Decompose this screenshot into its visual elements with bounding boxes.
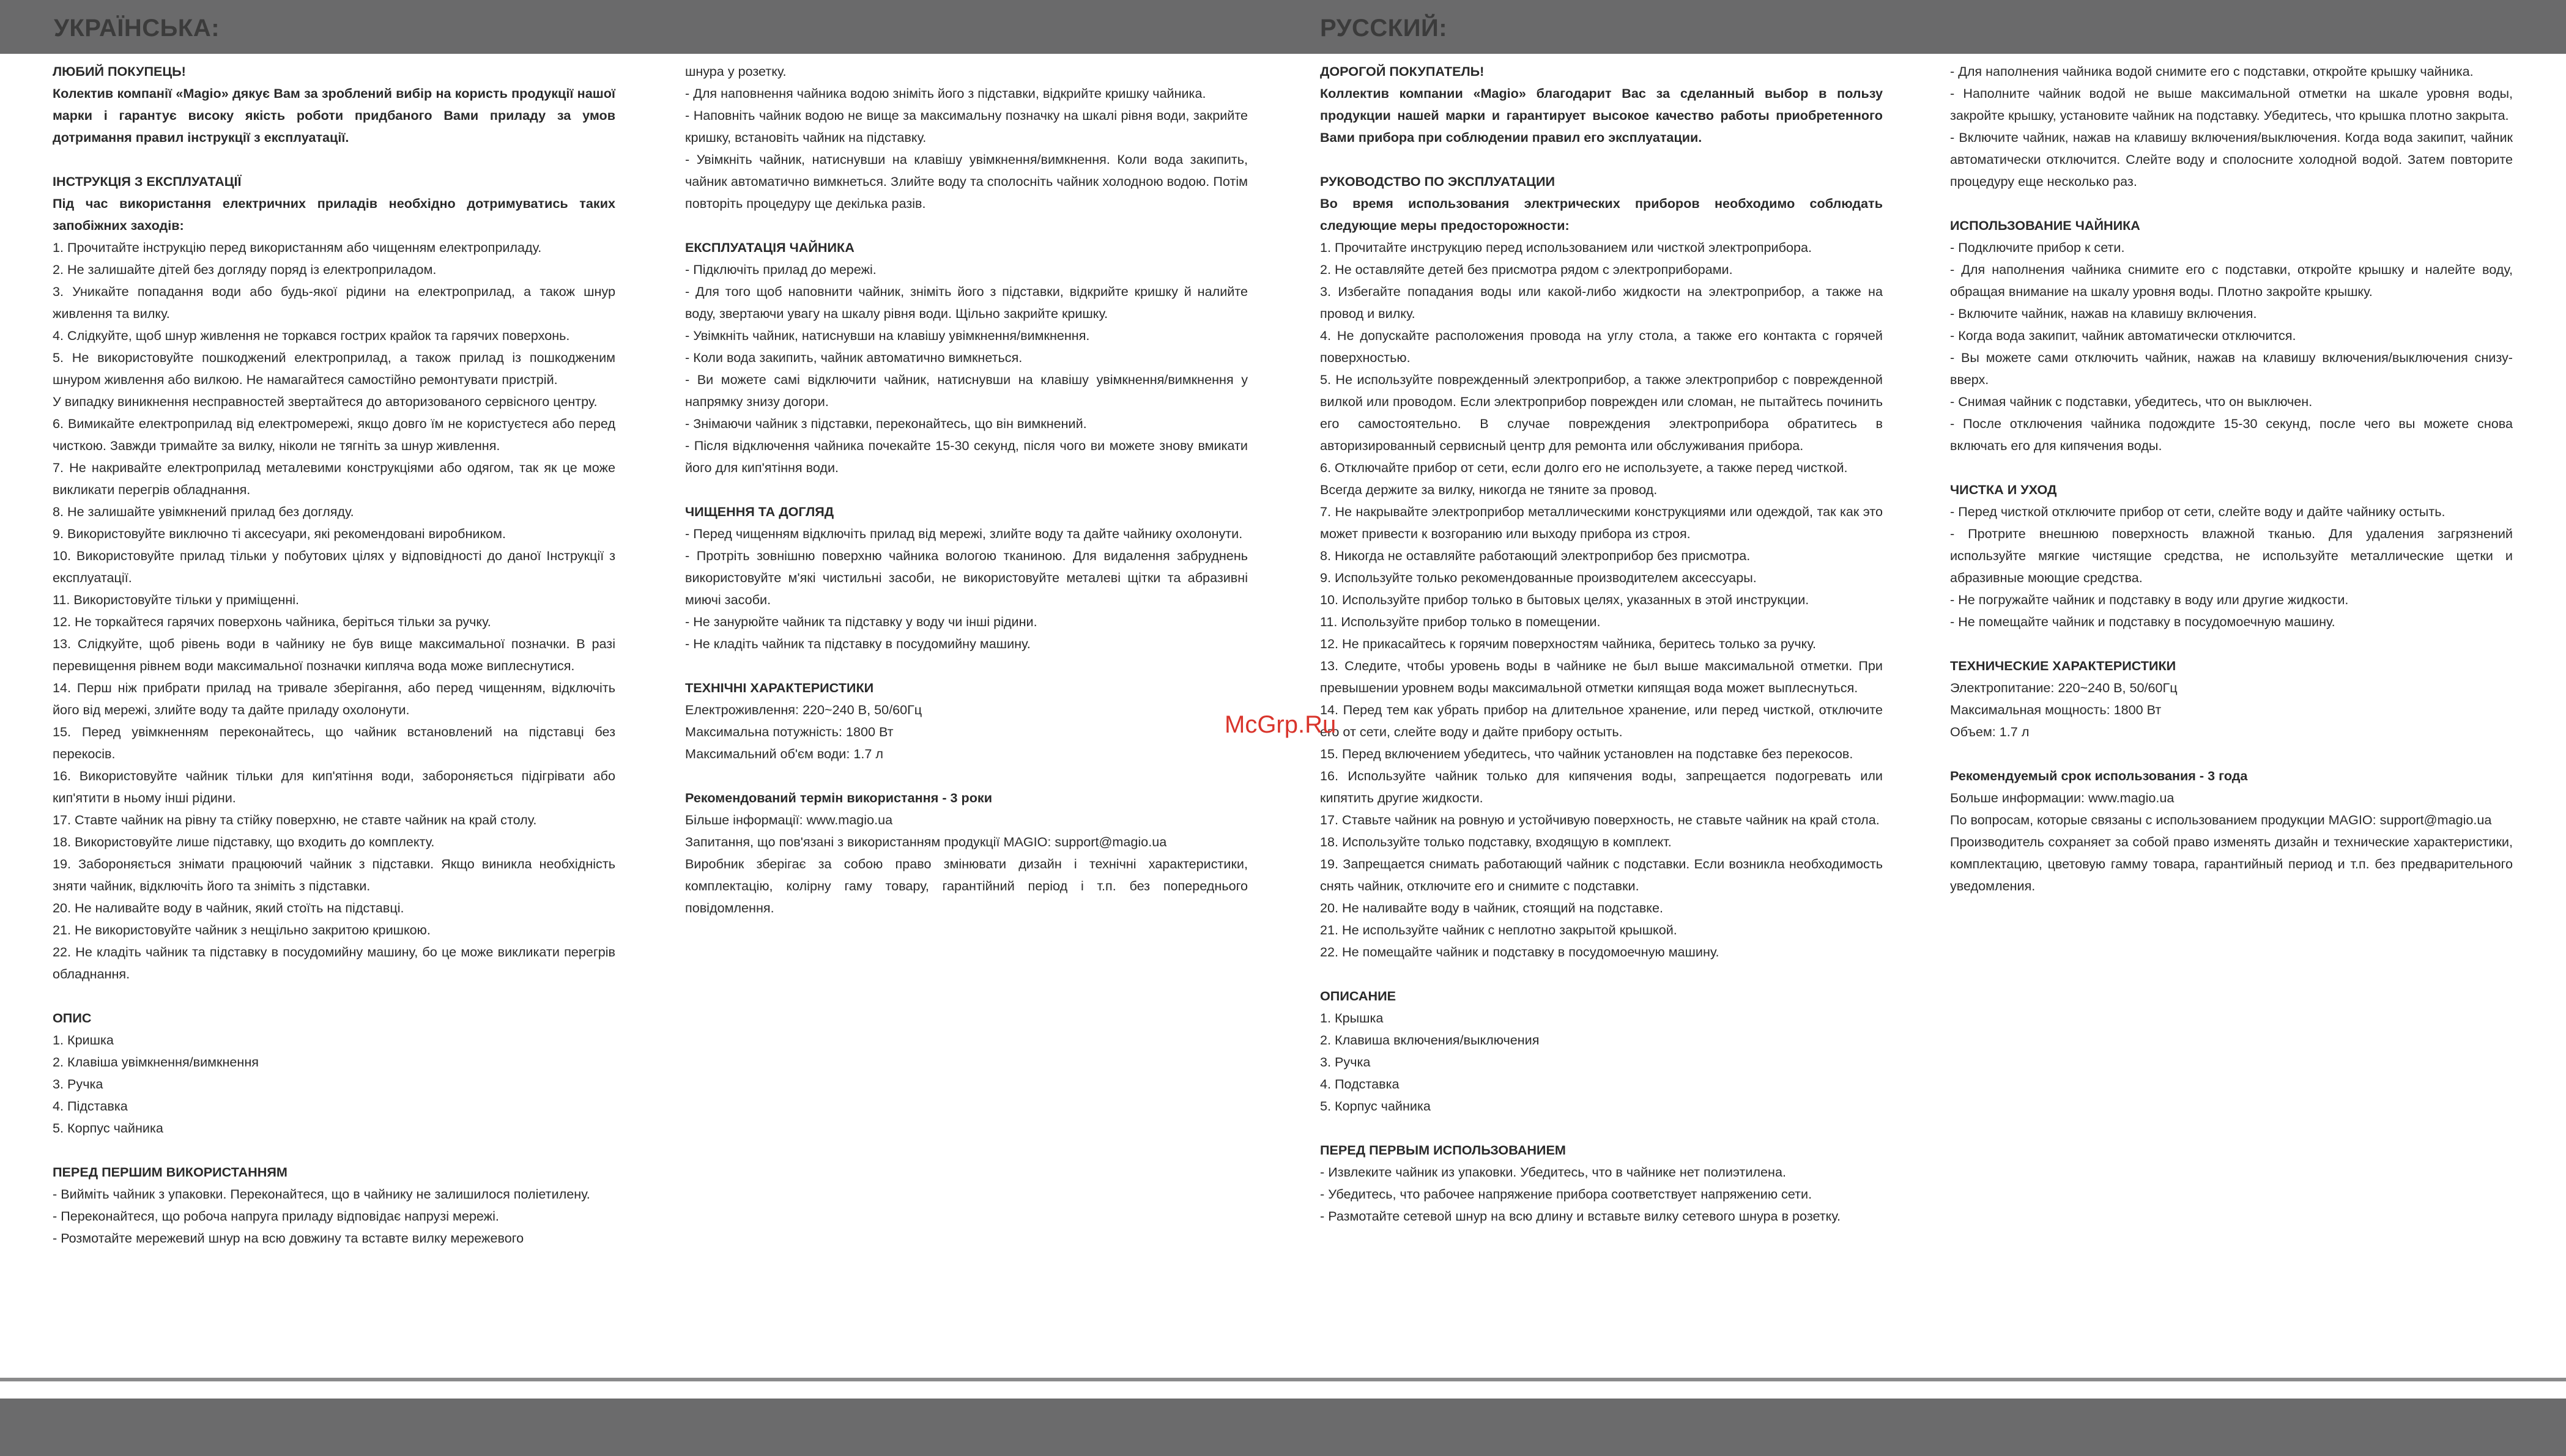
text-line: 3. Ручка	[1320, 1054, 1371, 1070]
text-line: Максимальний об'єм води: 1.7 л	[685, 746, 883, 761]
text-line: Больше информации: www.magio.ua	[1950, 790, 2175, 805]
bold-text-line: Під час використання електричних приладів необхідно дотримуватись таких запобіжних заходів:	[53, 196, 615, 233]
text-line: - Размотайте сетевой шнур на всю длину и вставьте вилку сетевого шнура в розетку.	[1320, 1208, 1841, 1224]
text-line: Запитання, що пов'язані з використанням продукції MAGIO: support@magio.ua	[685, 834, 1167, 849]
bold-text-line: ЧИЩЕННЯ ТА ДОГЛЯД	[685, 504, 834, 519]
text-line: 4. Підставка	[53, 1098, 128, 1114]
text-line: 1. Кришка	[53, 1032, 114, 1048]
bold-text-line: ПЕРЕД ПЕРШИМ ВИКОРИСТАННЯМ	[53, 1164, 287, 1180]
text-line: - Не кладіть чайник та підставку в посудомийну машину.	[685, 636, 1031, 651]
text-line: 11. Используйте прибор только в помещении.	[1320, 614, 1601, 629]
text-line: - Підключіть прилад до мережі.	[685, 262, 877, 277]
text-line: 13. Слідкуйте, щоб рівень води в чайнику не був вище максимальної позначки. В разі перевищення рівнем води максимальної позначки киплячa вода може виплеснутися.	[53, 636, 615, 673]
ukrainian-column-2	[685, 61, 1248, 919]
paragraph-gap	[1320, 963, 1883, 985]
text-line: 18. Використовуйте лише підставку, що входить до комплекту.	[53, 834, 435, 849]
text-line: 1. Прочитайте инструкцию перед использованием или чисткой электроприбора.	[1320, 240, 1812, 255]
paragraph-gap	[1950, 743, 2513, 765]
text-line: 5. Корпус чайника	[1320, 1098, 1431, 1114]
bold-text-line: ЛЮБИЙ ПОКУПЕЦЬ!	[53, 64, 186, 79]
text-line: - Убедитесь, что рабочее напряжение прибора соответствует напряжению сети.	[1320, 1186, 1812, 1202]
bold-text-line: Во время использования электрических приборов необходимо соблюдать следующие меры предосторожности:	[1320, 196, 1883, 233]
paragraph-gap	[1950, 457, 2513, 479]
text-line: Максимальная мощность: 1800 Вт	[1950, 702, 2162, 717]
text-line: У випадку виникнення несправностей звертайтеся до авторизованого сервісного центру.	[53, 394, 598, 409]
bold-text-line: Колектив компанії «Magio» дякує Вам за зроблений вибір на користь продукції нашої марки і гарантує високу якість роботи придбаного Вами приладу за умов дотримання правил інструкції з експлуатації.	[53, 86, 615, 145]
text-line: 11. Використовуйте тільки у приміщенні.	[53, 592, 300, 607]
top-banner	[0, 0, 2566, 54]
text-line: - Не помещайте чайник и подставку в посудомоечную машину.	[1950, 614, 2335, 629]
text-line: 12. Не прикасайтесь к горячим поверхностям чайника, беритесь только за ручку.	[1320, 636, 1816, 651]
text-line: 22. Не кладіть чайник та підставку в посудомийну машину, бо це може викликати перегрів обладнання.	[53, 944, 615, 981]
ukrainian-column-1	[53, 61, 615, 1249]
russian-column-2	[1950, 61, 2513, 897]
text-line: 2. Клавіша увімкнення/вимкнення	[53, 1054, 259, 1070]
paragraph-gap	[1320, 149, 1883, 171]
site-watermark: McGrp.Ru	[1225, 711, 1337, 738]
text-line: - Вы можете сами отключить чайник, нажав на клавишу включения/выключения снизу-вверх.	[1950, 350, 2513, 387]
paragraph-gap	[685, 765, 1248, 787]
bold-text-line: ТЕХНИЧЕСКИЕ ХАРАКТЕРИСТИКИ	[1950, 658, 2176, 673]
text-line: - Для наполнения чайника снимите его с подставки, откройте крышку и налейте воду, обращая внимание на шкалу уровня воды. Плотно закройте крышку.	[1950, 262, 2513, 299]
text-line: 12. Не торкайтеся гарячих поверхонь чайника, беріться тільки за ручку.	[53, 614, 491, 629]
bold-text-line: ЧИСТКА И УХОД	[1950, 482, 2057, 497]
text-line: - Знімаючи чайник з підставки, переконайтесь, що він вимкнений.	[685, 416, 1087, 431]
bold-text-line: ОПИСАНИЕ	[1320, 988, 1396, 1003]
text-line: Объем: 1.7 л	[1950, 724, 2030, 739]
text-line: 3. Уникайте попадання води або будь-якої рідини на електроприлад, а також шнур живлення та вилку.	[53, 284, 615, 321]
russian-column-1	[1320, 61, 1883, 1227]
text-line: - Для того щоб наповнити чайник, зніміть його з підставки, відкрийте кришку й налийте воду, звертаючи увагу на шкалу рівня води. Щільно закрийте кришку.	[685, 284, 1248, 321]
text-line: 4. Не допускайте расположения провода на углу стола, а также его контакта с горячей поверхностью.	[1320, 328, 1883, 365]
section-title-ukrainian: УКРАЇНСЬКА:	[54, 15, 220, 42]
paragraph-gap	[53, 149, 615, 171]
text-line: Виробник зберігає за собою право змінювати дизайн і технічні характеристики, комплектацію, колірну гаму товару, гарантійний період і т.п. без попереднього повідомлення.	[685, 856, 1248, 915]
text-line: 21. Не використовуйте чайник з нещільно закритою кришкою.	[53, 922, 431, 937]
text-line: - Включите чайник, нажав на клавишу включения/выключения. Когда вода закипит, чайник автоматически отключится. Слейте воду и сполосните холодной водой. Затем повторите процедуру еще несколько раз.	[1950, 130, 2513, 189]
text-line: Електроживлення: 220~240 В, 50/60Гц	[685, 702, 922, 717]
text-line: - Подключите прибор к сети.	[1950, 240, 2125, 255]
text-line: - Коли вода закипить, чайник автоматично вимкнеться.	[685, 350, 1023, 365]
text-line: - Протрите внешнюю поверхность влажной тканью. Для удаления загрязнений используйте мягкие чистящие средства, не используйте металлические щетки и абразивные моющие средства.	[1950, 526, 2513, 585]
text-line: 2. Клавиша включения/выключения	[1320, 1032, 1540, 1048]
bottom-divider	[0, 1378, 2566, 1381]
text-line: 9. Используйте только рекомендованные производителем аксессуары.	[1320, 570, 1757, 585]
bold-text-line: Рекомендований термін використання - 3 роки	[685, 790, 992, 805]
text-line: - Для наполнения чайника водой снимите его с подставки, откройте крышку чайника.	[1950, 64, 2474, 79]
text-line: 5. Корпус чайника	[53, 1120, 163, 1136]
text-line: 18. Используйте только подставку, входящую в комплект.	[1320, 834, 1672, 849]
paragraph-gap	[1950, 193, 2513, 215]
text-line: 3. Ручка	[53, 1076, 103, 1092]
paragraph-gap	[1320, 1117, 1883, 1139]
text-line: - Протріть зовнішню поверхню чайника вологою тканиною. Для видалення забруднень використовуйте м'які чистильні засоби, не використовуйте металеві щітки та абразивні миючі засоби.	[685, 548, 1248, 607]
paragraph-gap	[685, 479, 1248, 501]
text-line: шнура у розетку.	[685, 64, 787, 79]
text-line: 13. Следите, чтобы уровень воды в чайнике не был выше максимальной отметки. При превышении уровнем воды максимальной отметки кипящая вода может выплеснуться.	[1320, 658, 1883, 695]
text-line: 10. Використовуйте прилад тільки у побутових цілях у відповідності до даної Інструкції з експлуатації.	[53, 548, 615, 585]
bold-text-line: ЕКСПЛУАТАЦІЯ ЧАЙНИКА	[685, 240, 855, 255]
paragraph-gap	[53, 985, 615, 1007]
text-line: 20. Не наливайте воду в чайник, стоящий на подставке.	[1320, 900, 1663, 915]
text-line: 8. Никогда не оставляйте работающий электроприбор без присмотра.	[1320, 548, 1751, 563]
text-line: - Переконайтеся, що робоча напруга приладу відповідає напрузі мережі.	[53, 1208, 499, 1224]
text-line: - Для наповнення чайника водою зніміть його з підставки, відкрийте кришку чайника.	[685, 86, 1206, 101]
text-line: 19. Забороняється знімати працюючий чайник з підставки. Якщо виникла необхідність зняти чайник, відключіть його та зніміть з підставки.	[53, 856, 615, 893]
bold-text-line: Рекомендуемый срок использования - 3 года	[1950, 768, 2248, 783]
text-line: 2. Не оставляйте детей без присмотра рядом с электроприборами.	[1320, 262, 1733, 277]
paragraph-gap	[685, 655, 1248, 677]
text-line: - Наполните чайник водой не выше максимальной отметки на шкале уровня воды, закройте крышку, установите чайник на подставку. Убедитесь, что крышка плотно закрыта.	[1950, 86, 2513, 123]
text-line: 3. Избегайте попадания воды или какой-либо жидкости на электроприбор, а также на провод и вилку.	[1320, 284, 1883, 321]
text-line: 4. Слідкуйте, щоб шнур живлення не торкався гострих крайок та гарячих поверхонь.	[53, 328, 570, 343]
text-line: - Наповніть чайник водою не вище за максимальну позначку на шкалі рівня води, закрийте кришку, встановіть чайник на підставку.	[685, 108, 1248, 145]
text-line: 1. Прочитайте інструкцію перед використанням або чищенням електроприладу.	[53, 240, 542, 255]
text-line: 9. Використовуйте виключно ті аксесуари, які рекомендовані виробником.	[53, 526, 506, 541]
text-line: Більше інформації: www.magio.ua	[685, 812, 893, 827]
bold-text-line: ДОРОГОЙ ПОКУПАТЕЛЬ!	[1320, 64, 1485, 79]
text-line: - Ви можете самі відключити чайник, натиснувши на клавішу увімкнення/вимкнення у напрямку знизу догори.	[685, 372, 1248, 409]
text-line: 10. Используйте прибор только в бытовых целях, указанных в этой инструкции.	[1320, 592, 1809, 607]
text-line: 7. Не накривайте електроприлад металевими конструкціями або одягом, так як це може викликати перегрів обладнання.	[53, 460, 615, 497]
text-line: 15. Перед включением убедитесь, что чайник установлен на подставке без перекосов.	[1320, 746, 1853, 761]
bold-text-line: Коллектив компании «Magio» благодарит Вас за сделанный выбор в пользу продукции нашей марки и гарантирует высокое качество работы приобретенного Вами прибора при соблюдении правил его эксплуатации.	[1320, 86, 1883, 145]
text-line: 1. Крышка	[1320, 1010, 1384, 1025]
text-line: - Извлеките чайник из упаковки. Убедитесь, что в чайнике нет полиэтилена.	[1320, 1164, 1786, 1180]
text-line: - Снимая чайник с подставки, убедитесь, что он выключен.	[1950, 394, 2313, 409]
paragraph-gap	[53, 1139, 615, 1161]
text-line: Максимальна потужність: 1800 Вт	[685, 724, 894, 739]
text-line: 21. Не используйте чайник с неплотно закрытой крышкой.	[1320, 922, 1677, 937]
bold-text-line: ІНСТРУКЦІЯ З ЕКСПЛУАТАЦІЇ	[53, 174, 242, 189]
text-line: 14. Перш ніж прибрати прилад на тривале зберігання, або перед чищенням, відключіть його від мережі, злийте воду та дайте приладу охолонути.	[53, 680, 615, 717]
text-line: 22. Не помещайте чайник и подставку в посудомоечную машину.	[1320, 944, 1719, 959]
text-line: 20. Не наливайте воду в чайник, який стоїть на підставці.	[53, 900, 404, 915]
text-line: - Когда вода закипит, чайник автоматически отключится.	[1950, 328, 2296, 343]
text-line: - Увімкніть чайник, натиснувши на клавішу увімкнення/вимкнення.	[685, 328, 1090, 343]
paragraph-gap	[685, 215, 1248, 237]
text-line: 8. Не залишайте увімкнений прилад без догляду.	[53, 504, 354, 519]
text-line: 4. Подставка	[1320, 1076, 1400, 1092]
paragraph-gap	[1950, 633, 2513, 655]
text-line: - Перед чисткой отключите прибор от сети, слейте воду и дайте чайнику остыть.	[1950, 504, 2445, 519]
text-line: 6. Отключайте прибор от сети, если долго его не используете, а также перед чисткой.	[1320, 460, 1848, 475]
text-line: 5. Не используйте поврежденный электроприбор, а также электроприбор с поврежденной вилкой или проводом. Если электроприбор поврежден или сломан, не пытайтесь починить его самостоятельно. В случае повреждения электроприбора обратитесь в авторизированный сервисный центр для ремонта или обслуживания прибора.	[1320, 372, 1883, 453]
text-line: 16. Используйте чайник только для кипячения воды, запрещается подогревать или кипятить другие жидкости.	[1320, 768, 1883, 805]
text-line: - Після відключення чайника почекайте 15-30 секунд, після чого ви можете знову вмикати його для кип'ятіння води.	[685, 438, 1248, 475]
text-line: 17. Ставьте чайник на ровную и устойчивую поверхность, не ставьте чайник на край стола.	[1320, 812, 1880, 827]
text-line: - Включите чайник, нажав на клавишу включения.	[1950, 306, 2257, 321]
bold-text-line: ИСПОЛЬЗОВАНИЕ ЧАЙНИКА	[1950, 218, 2140, 233]
text-line: - Вийміть чайник з упаковки. Переконайтеся, що в чайнику не залишилося поліетилену.	[53, 1186, 590, 1202]
text-line: 14. Перед тем как убрать прибор на длительное хранение, или перед чисткой, отключите его от сети, слейте воду и дайте прибору остыть.	[1320, 702, 1883, 739]
text-line: 5. Не використовуйте пошкоджений електроприлад, а також прилад із пошкодженим шнуром живлення або вилкою. Не намагайтеся самостійно ремонтувати пристрій.	[53, 350, 615, 387]
text-line: 2. Не залишайте дітей без догляду поряд із електроприладом.	[53, 262, 437, 277]
text-line: 6. Вимикайте електроприлад від електромережі, якщо довго їм не користуєтеся або перед чисткою. Завжди тримайте за вилку, ніколи не тягніть за шнур живлення.	[53, 416, 615, 453]
bold-text-line: РУКОВОДСТВО ПО ЭКСПЛУАТАЦИИ	[1320, 174, 1555, 189]
text-line: Электропитание: 220~240 В, 50/60Гц	[1950, 680, 2178, 695]
text-line: Всегда держите за вилку, никогда не тяните за провод.	[1320, 482, 1658, 497]
text-line: 7. Не накрывайте электроприбор металлическими конструкциями или одеждой, так как это может привести к возгоранию или выходу прибора из строя.	[1320, 504, 1883, 541]
bottom-banner	[0, 1399, 2566, 1456]
text-line: 15. Перед увімкненням переконайтесь, що чайник встановлений на підставці без перекосів.	[53, 724, 615, 761]
text-line: - Перед чищенням відключіть прилад від мережі, злийте воду та дайте чайнику охолонути.	[685, 526, 1243, 541]
text-line: - Не занурюйте чайник та підставку у воду чи інші рідини.	[685, 614, 1037, 629]
section-title-russian: РУССКИЙ:	[1320, 15, 1448, 42]
text-line: 16. Використовуйте чайник тільки для кип'ятіння води, забороняється підігрівати або кип'ятити в ньому інші рідини.	[53, 768, 615, 805]
text-line: - Увімкніть чайник, натиснувши на клавішу увімкнення/вимкнення. Коли вода закипить, чайник автоматично вимкнеться. Злийте воду та сполосніть чайник холодною водою. Потім повторіть процедуру ще декілька разів.	[685, 152, 1248, 211]
bold-text-line: ОПИС	[53, 1010, 92, 1025]
bold-text-line: ПЕРЕД ПЕРВЫМ ИСПОЛЬЗОВАНИЕМ	[1320, 1142, 1566, 1158]
text-line: - Не погружайте чайник и подставку в воду или другие жидкости.	[1950, 592, 2349, 607]
text-line: Производитель сохраняет за собой право изменять дизайн и технические характеристики, комплектацию, цветовую гамму товара, гарантийный период и т.п. без предварительного уведомления.	[1950, 834, 2513, 893]
text-line: 19. Запрещается снимать работающий чайник с подставки. Если возникла необходимость снять чайник, отключите его и снимите с подставки.	[1320, 856, 1883, 893]
text-line: - Розмотайте мережевий шнур на всю довжину та вставте вилку мережевого	[53, 1230, 524, 1246]
text-line: - После отключения чайника подождите 15-30 секунд, после чего вы можете снова включать его для кипячения воды.	[1950, 416, 2513, 453]
text-line: 17. Ставте чайник на рівну та стійку поверхню, не ставте чайник на край столу.	[53, 812, 537, 827]
text-line: По вопросам, которые связаны с использованием продукции MAGIO: support@magio.ua	[1950, 812, 2492, 827]
bold-text-line: ТЕХНІЧНІ ХАРАКТЕРИСТИКИ	[685, 680, 874, 695]
